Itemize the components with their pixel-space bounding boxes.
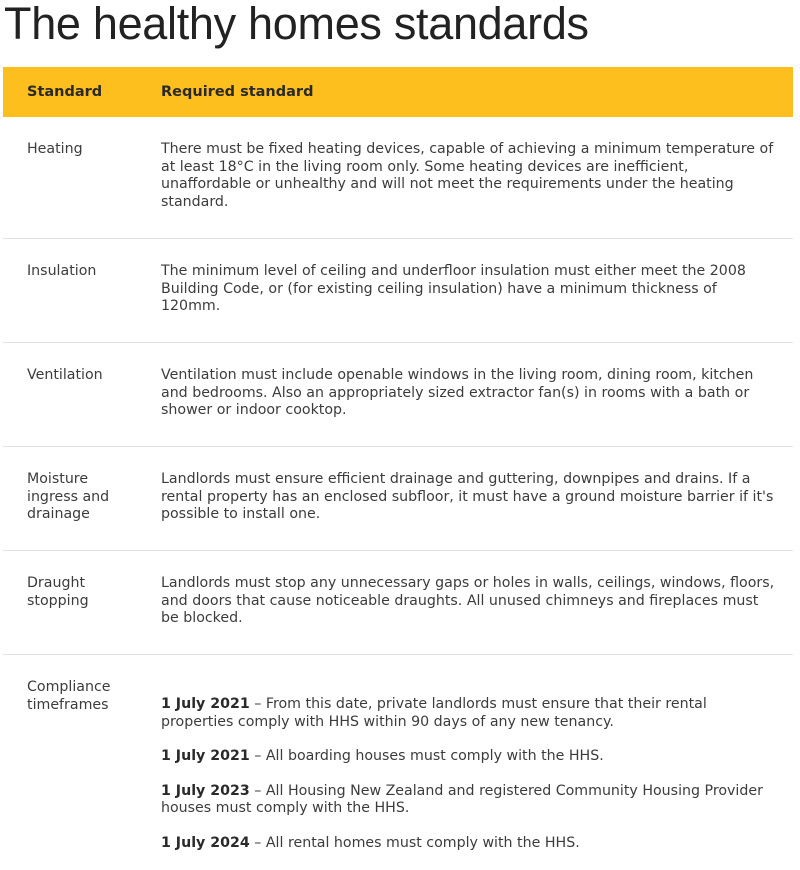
page-title: The healthy homes standards — [4, 0, 589, 49]
row-standard: Heating — [27, 141, 83, 157]
row-standard: Insulation — [27, 263, 97, 279]
compliance-date: 1 July 2021 — [161, 696, 250, 712]
header-standard: Standard — [27, 84, 103, 100]
compliance-entry — [161, 696, 776, 731]
compliance-list — [161, 696, 776, 870]
compliance-text: – All boarding houses must comply with the HHS. — [249, 748, 604, 765]
table-row — [3, 117, 793, 239]
row-requirement: There must be fixed heating devices, capable of achieving a minimum temperature of at least 18°C in the living room only. Some heating devices are inefficient, unaffordable or unhealthy and will not meet the requirements under the heating standard. — [161, 141, 774, 210]
row-standard: Draught stopping — [27, 575, 89, 609]
compliance-entry — [161, 783, 776, 818]
standards-table — [3, 67, 793, 855]
row-standard: Ventilation — [27, 367, 103, 383]
row-requirement: Landlords must ensure efficient drainage and guttering, downpipes and drains. If a rental property has an enclosed subfloor, it must have a ground moisture barrier if it's possible to install one. — [161, 471, 774, 523]
row-requirement: Ventilation must include openable windows in the living room, dining room, kitchen and bedrooms. Also an appropriately sized extractor fan(s) in rooms with a bath or shower or indoor cooktop. — [161, 367, 754, 419]
row-requirement: The minimum level of ceiling and underfloor insulation must either meet the 2008 Building Code, or (for existing ceiling insulation) have a minimum thickness of 120mm. — [161, 263, 746, 315]
table-row — [3, 447, 793, 551]
compliance-date: 1 July 2024 — [161, 834, 250, 851]
table-row — [3, 343, 793, 447]
compliance-text: – From this date, private landlords must ensure that their rental properties comply with HHS within 90 days of any new tenancy. — [161, 696, 707, 730]
compliance-date: 1 July 2021 — [161, 748, 250, 765]
compliance-text: – All rental homes must comply with the HHS. — [249, 834, 580, 851]
table-row-compliance — [3, 655, 793, 855]
header-required-standard: Required standard — [161, 84, 314, 100]
compliance-date: 1 July 2023 — [161, 782, 250, 799]
compliance-entry — [161, 748, 776, 766]
compliance-text: – All Housing New Zealand and registered Community Housing Provider houses must comply with the HHS. — [161, 782, 763, 817]
table-header — [3, 67, 793, 117]
table-row — [3, 551, 793, 655]
row-standard: Moisture ingress and drainage — [27, 471, 110, 523]
row-standard: Compliance timeframes — [27, 679, 111, 713]
table-row — [3, 239, 793, 343]
row-requirement: Landlords must stop any unnecessary gaps or holes in walls, ceilings, windows, floors, and doors that cause noticeable draughts. All unused chimneys and fireplaces must be blocked. — [161, 575, 775, 627]
